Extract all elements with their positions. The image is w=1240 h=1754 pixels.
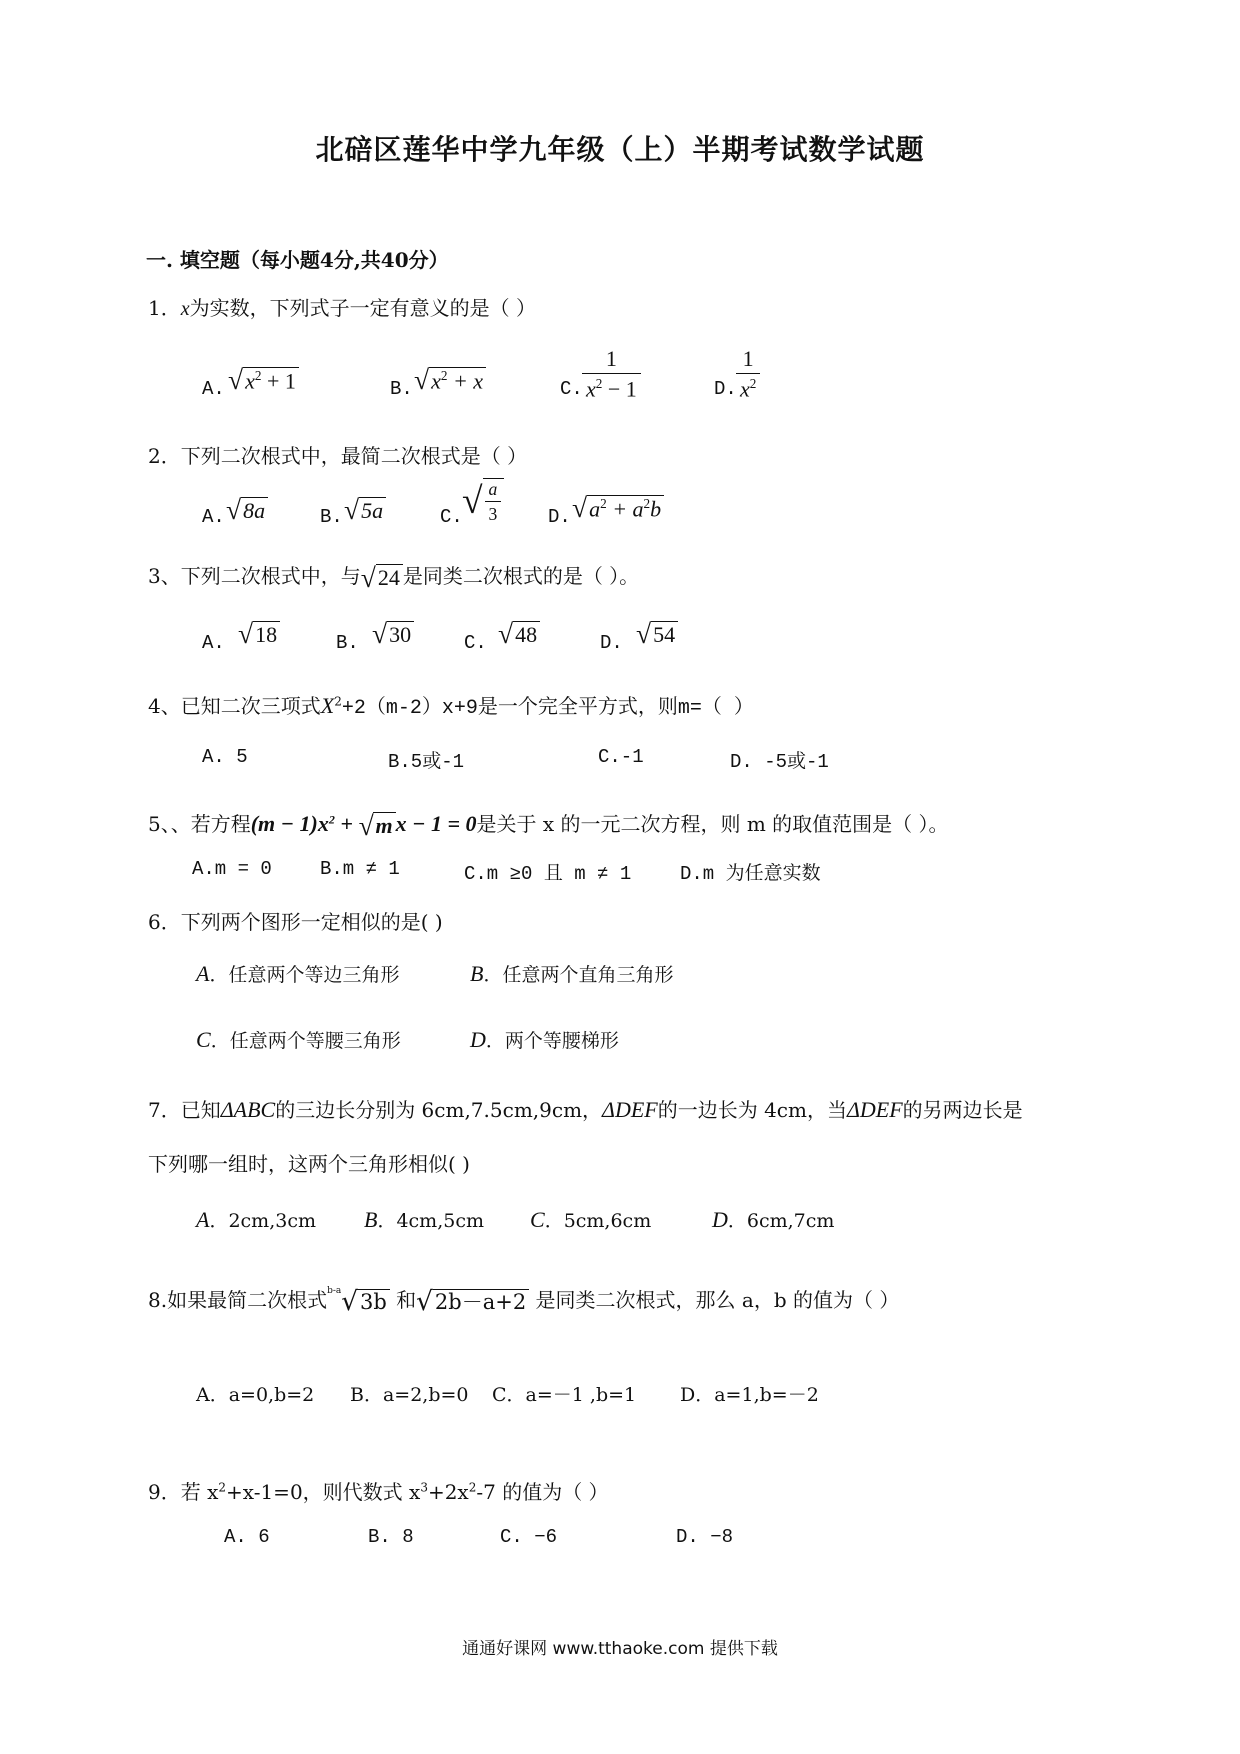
question-4: 4、已知二次三项式$X^2+2(m-2)x+9$是一个完全平方式，则m=（ ） — [148, 693, 754, 720]
q6-option-d: D．两个等腰梯形 — [470, 1027, 619, 1052]
q1-option-b-label: B. — [390, 378, 413, 400]
q8-option-d: D．a=1,b=－2 — [680, 1384, 819, 1406]
question-6: 6．下列两个图形一定相似的是( ) — [148, 910, 443, 934]
q5-option-b: B.m ≠ 1 — [320, 858, 400, 880]
q8-option-a: A．a=0,b=2 — [196, 1384, 315, 1406]
q4-option-c: C.-1 — [598, 746, 644, 768]
q7-option-d: D．6cm,7cm — [712, 1207, 835, 1232]
q8-option-b: B．a=2,b=0 — [350, 1384, 469, 1406]
question-8: 8.如果最简二次根式$^{b-a}$√3b 和√2b－a+2 是同类二次根式，那么 a，b 的值为（ ） — [148, 1286, 900, 1317]
q1-var: x — [180, 298, 190, 320]
q7-option-b: B．4cm,5cm — [364, 1207, 484, 1232]
page-title: 北碚区莲华中学九年级（上）半期考试数学试题 — [315, 133, 925, 166]
q5-option-c: C.m ≥0 且 m ≠ 1 — [464, 863, 632, 885]
q2-option-b-label: B. — [320, 506, 343, 528]
q9-option-c: C. −6 — [500, 1526, 558, 1548]
q2-option-d: $√a^2 + a^2b$ — [572, 492, 664, 524]
q2-option-a: √8a — [226, 494, 268, 526]
q1-option-d-label: D. — [714, 378, 737, 400]
question-7-line-2: 下列哪一组时，这两个三角形相似( ) — [148, 1152, 470, 1176]
q4-option-d: D. -5或-1 — [730, 751, 829, 773]
q4-option-b: B.5或-1 — [388, 751, 465, 773]
question-2: 2．下列二次根式中，最简二次根式是（ ） — [148, 444, 528, 468]
q9-option-b: B. 8 — [368, 1526, 414, 1548]
q1-option-a-label: A. — [202, 378, 225, 400]
q1-option-a: $√x^2 + 1$ — [228, 364, 299, 396]
q9-option-a: A. 6 — [224, 1526, 270, 1548]
q3-option-d-label: D. — [600, 632, 623, 654]
q3-option-a-label: A. — [202, 632, 225, 654]
question-5: 5、、若方程$(m - 1)x^2 + √m$ x − 1 = 0是关于 x 的一元二次方程，则 m 的取值范围是（ ）。 — [148, 809, 949, 841]
q3-option-c-label: C. — [464, 632, 487, 654]
q2-option-b: √5a — [344, 494, 386, 526]
q2-option-a-label: A. — [202, 506, 225, 528]
q5-option-a: A.m = 0 — [192, 858, 272, 880]
q3-option-b: √30 — [372, 618, 414, 650]
q3-option-a: √18 — [238, 618, 280, 650]
q9-option-d: D. −8 — [676, 1526, 734, 1548]
question-3: 3、下列二次根式中，与√24 是同类二次根式的是（ ）。 — [148, 561, 640, 593]
q1-option-c-label: C. — [560, 378, 583, 400]
q6-option-b: B．任意两个直角三角形 — [470, 961, 674, 986]
q1-option-b: $√x^2 + x$ — [414, 364, 486, 396]
q6-option-c: C．任意两个等腰三角形 — [196, 1027, 401, 1052]
q8-option-c: C．a=－1 ,b=1 — [492, 1384, 637, 1406]
q1-option-c: $\frac{1}{x^2 - 1}$ — [582, 346, 641, 402]
q5-option-d: D.m 为任意实数 — [680, 863, 821, 885]
q1-option-d: $\frac{1}{x^2}$ — [736, 346, 760, 402]
q4-option-a: A. 5 — [202, 746, 248, 768]
question-9: 9．若 $x^2+x-1=0$，则代数式 $x^3+2x^2-7$ 的值为（ ） — [148, 1480, 609, 1504]
q1-number: 1． — [148, 296, 181, 320]
question-7: 7．已知ΔABC的三边长分别为 6cm,7.5cm,9cm，ΔDEF的一边长为 4cm，当ΔDEF的另两边长是 — [148, 1097, 1023, 1122]
q3-option-b-label: B. — [336, 632, 359, 654]
q7-option-a: A．2cm,3cm — [196, 1207, 316, 1232]
q3-option-d: √54 — [636, 618, 678, 650]
q2-option-c: √ $\frac{a}{3}$ — [462, 478, 504, 524]
q7-option-c: C．5cm,6cm — [530, 1207, 652, 1232]
q1-text: 为实数，下列式子一定有意义的是（ ） — [189, 296, 536, 320]
footer-source: 通通好课网 www.tthaoke.com 提供下载 — [462, 1639, 778, 1659]
q2-option-d-label: D. — [548, 506, 571, 528]
q3-option-c: √48 — [498, 618, 540, 650]
q6-option-a: A．任意两个等边三角形 — [196, 961, 400, 986]
q2-option-c-label: C. — [440, 506, 463, 528]
section-heading: 一. 填空题（每小题4分,共40分） — [146, 248, 449, 272]
question-1 — [148, 292, 536, 321]
